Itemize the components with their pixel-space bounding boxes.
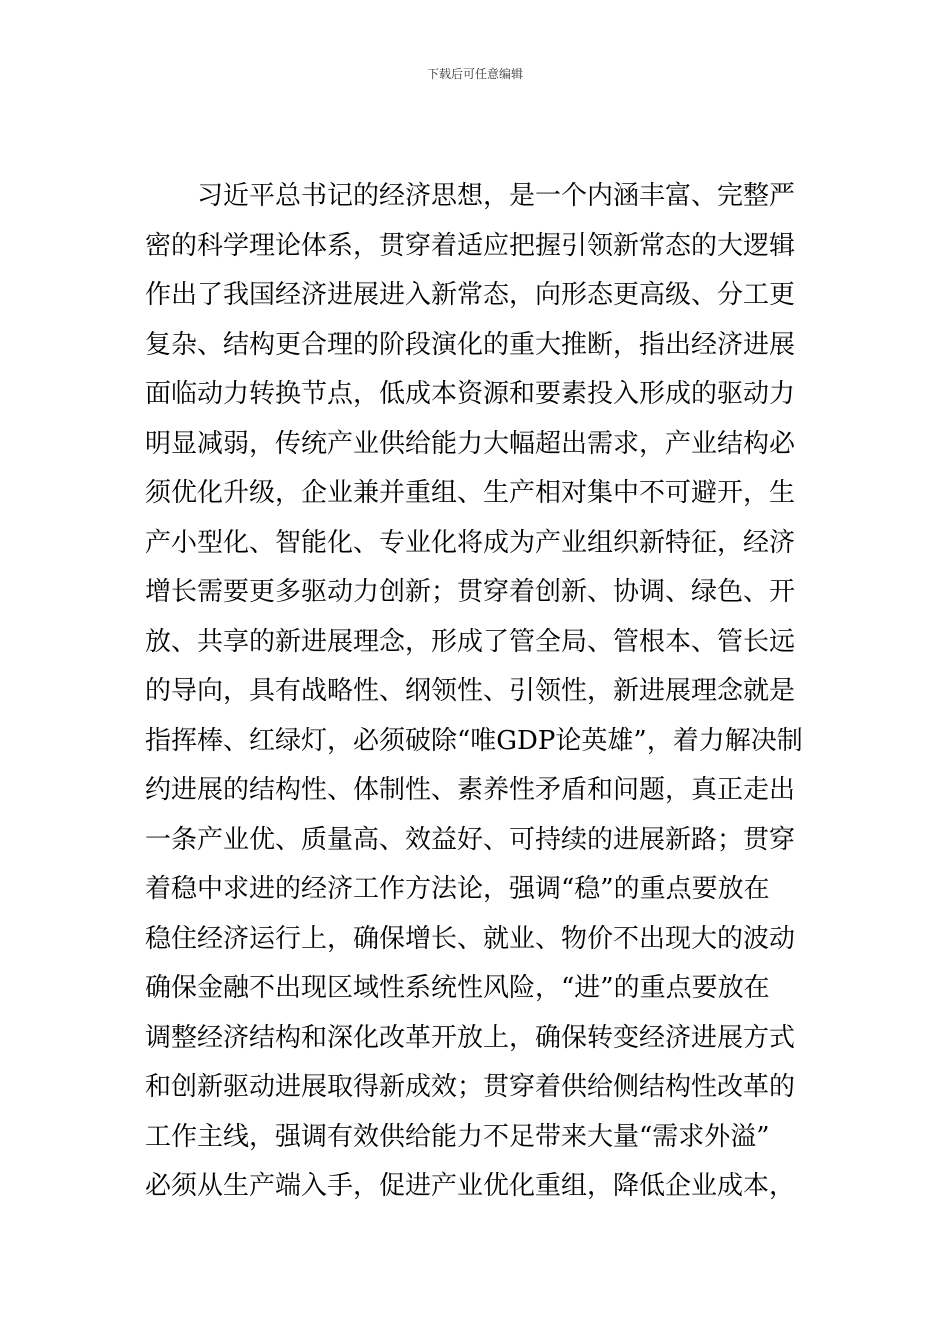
text-line: 着稳中求进的经济工作方法论，强调“稳”的重点要放在 (145, 874, 770, 904)
download-note: 下载后可任意编辑 (426, 67, 523, 81)
text-line: 稳住经济运行上，确保增长、就业、物价不出现大的波动 (145, 923, 796, 954)
text-line: 指挥棒、红绿灯，必须破除“唯GDP论英雄”，着力解决制 (145, 725, 803, 756)
text-line: 的导向，具有战略性、纲领性、引领性，新进展理念就是 (145, 676, 796, 706)
text-line: 明显减弱，传统产业供给能力大幅超出需求，产业结构必 (145, 428, 796, 459)
text-line: 须优化升级，企业兼并重组、生产相对集中不可避开，生 (145, 478, 796, 508)
text-line: 放、共享的新进展理念，形成了管全局、管根本、管长远 (145, 626, 796, 657)
text-line: 作出了我国经济进展进入新常态，向形态更高级、分工更 (145, 280, 796, 310)
text-line: 习近平总书记的经济思想，是一个内涵丰富、完整严 (197, 181, 796, 211)
text-line: 增长需要更多驱动力创新；贯穿着创新、协调、绿色、开 (145, 577, 796, 607)
text-line: 产小型化、智能化、专业化将成为产业组织新特征，经济 (145, 527, 796, 558)
text-line: 复杂、结构更合理的阶段演化的重大推断，指出经济进展 (145, 329, 796, 360)
text-line: 约进展的结构性、体制性、素养性矛盾和问题，真正走出 (145, 775, 796, 805)
text-line: 调整经济结构和深化改革开放上，确保转变经济进展方式 (145, 1022, 796, 1053)
text-line: 确保金融不出现区域性系统性风险，“进”的重点要放在 (145, 973, 770, 1003)
text-line: 和创新驱动进展取得新成效；贯穿着供给侧结构性改革的 (145, 1072, 796, 1102)
text-line: 一条产业优、质量高、效益好、可持续的进展新路；贯穿 (145, 824, 796, 855)
text-line: 工作主线，强调有效供给能力不足带来大量“需求外溢” (145, 1121, 770, 1152)
text-line: 必须从生产端入手，促进产业优化重组，降低企业成本， (145, 1171, 796, 1201)
text-line: 面临动力转换节点，低成本资源和要素投入形成的驱动力 (145, 379, 796, 409)
body-text (145, 172, 825, 1212)
text-line: 密的科学理论体系，贯穿着适应把握引领新常态的大逻辑 (145, 230, 796, 261)
